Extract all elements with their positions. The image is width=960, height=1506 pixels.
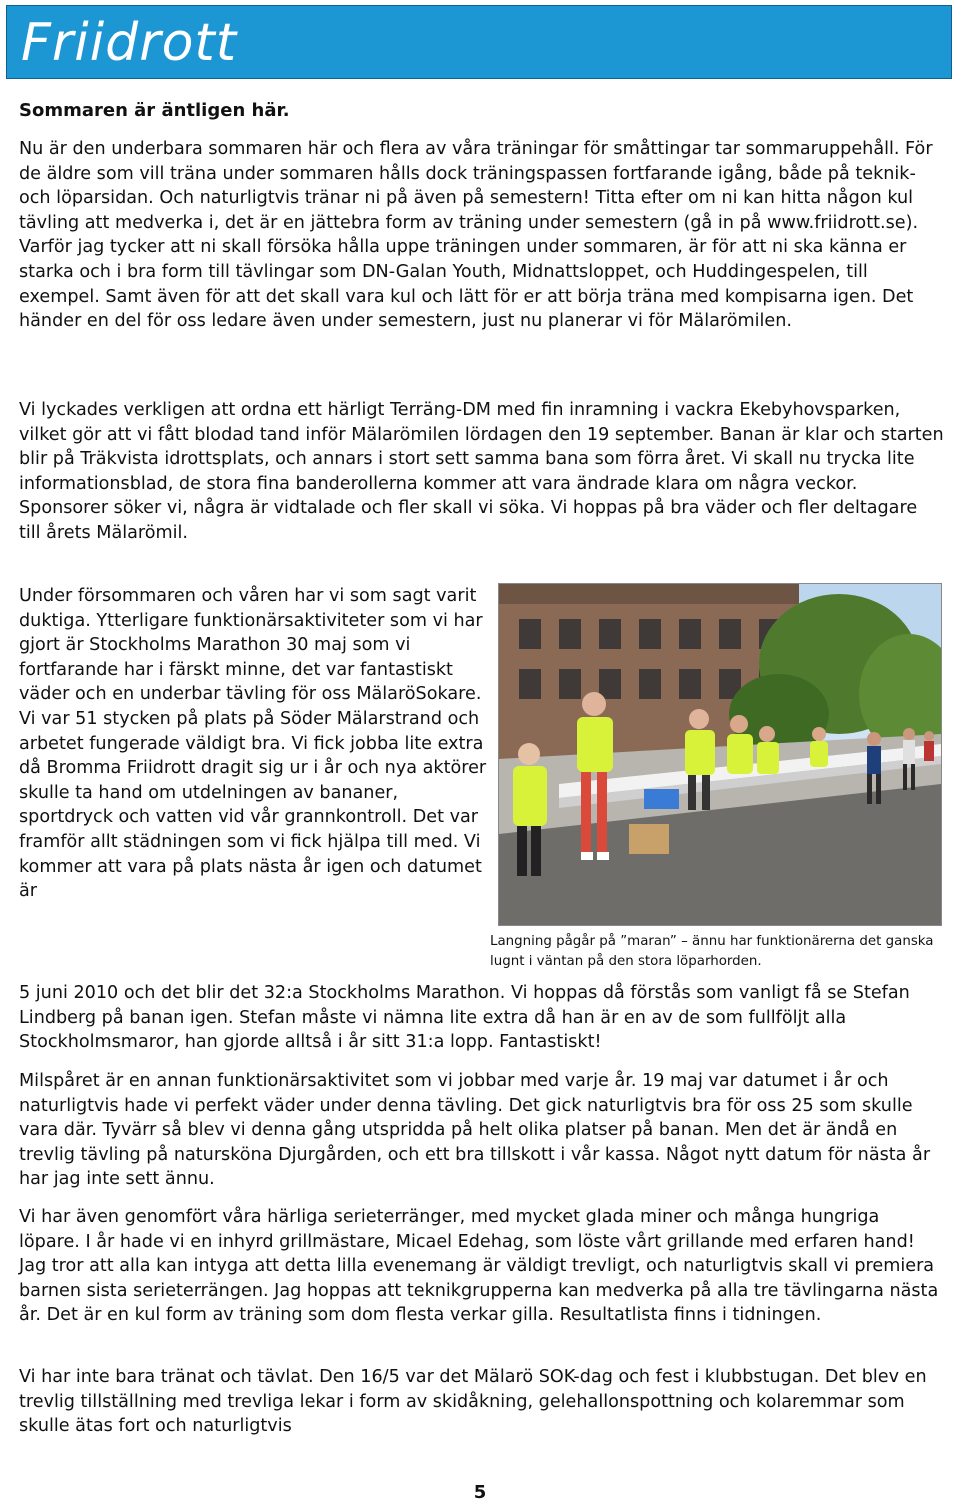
paragraph-summer: Nu är den underbara sommaren här och flera av våra träningar för småttingar tar sommaruppehåll. För de äldre som vill träna under sommaren hålls dock träningspassen fortfarande igång, både på teknik- och löparsidan. Och naturligtvis tränar ni på även på semestern! Titta efter om ni kan hitta någon kul tävling att medverka i, det är en jättebra form av träning under semestern (gå in på www.friidrott.se). Varför jag tycker att ni skall försöka hålla uppe träningen under sommaren, är för att ni ska känna er starka och i bra form till tävlingar som DN-Galan Youth, Midnattsloppet, och Huddingespelen, till exempel. Samt även för att det skall vara kul och lätt för er att börja träna med kompisarna igen. Det händer en del för oss ledare även under semestern, just nu planerar vi för Mälarömilen. [19,139,933,332]
marathon-photo [498,583,942,926]
paragraph-marathon-continued: 5 juni 2010 och det blir det 32:a Stockholms Marathon. Vi hoppas då förstås som vanligt få se Stefan Lindberg på banan igen. Stefan måste vi nämna lite extra då han är en av de som fullföljt alla Stockholmsmaror, han gjorde alltså i år sitt 31:a lopp. Fantastiskt! [19,983,910,1053]
paragraph-terrang-dm: Vi lyckades verkligen att ordna ett härligt Terräng-DM med fin inramning i vackra Ekebyhovsparken, vilket gör att vi fått blodad tand inför Mälarömilen lördagen den 19 september. Banan är klar och starten blir på Träkvista idrottsplats, och annars i stort sett samma bana som förra året. Vi skall nu trycka lite informationsblad, de stora fina banderollerna kommer att vara ändrade klara om några veckor. Sponsorer söker vi, några är vidtalade och fler skall vi söka. Vi hoppas på bra väder och fler deltagare till årets Mälarömil. [19,400,944,543]
marathon-photo-illustration [499,584,941,925]
paragraph-serieterranger: Vi har även genomfört våra härliga serieterränger, med mycket glada miner och många hungriga löpare. I år hade vi en inhyrd grillmästare, Micael Edehag, som löste vårt grillande med erfaren hand! Jag tror att alla kan intyga att detta lilla evenemang är väldigt trevligt, och naturligtvis skall vi premiera barnen sista serieterrängen. Jag hoppas att teknikgrupperna kan medverka på alla tre tävlingarna nästa år. Det är en kul form av träning som dom flesta verkar gilla. Resultatlista finns i tidningen. [19,1207,939,1326]
section-banner [6,5,952,79]
paragraph-sok-dag: Vi har inte bara tränat och tävlat. Den 16/5 var det Mälarö SOK-dag och fest i klubbstugan. Det blev en trevlig tillställning med trevliga lekar i form av skidåkning, gelehallonspottning och kolaremmar som skulle ätas fort och naturligtvis [19,1367,927,1437]
page-number: 5 [473,1482,487,1503]
page-title: Friidrott [21,13,238,73]
photo-caption: Langning pågår på ”maran” – ännu har funktionärerna det ganska lugnt i väntan på den stora löparhorden. [490,934,934,969]
paragraph-marathon: Under försommaren och våren har vi som sagt varit duktiga. Ytterligare funktionärsaktiviteter som vi har gjort är Stockholms Marathon 30 maj som vi fortfarande har i färskt minne, det var fantastiskt väder och en underbar tävling för oss MälaröSokare. Vi var 51 stycken på plats på Söder Mälarstrand och arbetet fungerade väldigt bra. Vi fick jobba lite extra då Bromma Friidrott dragit sig ur i år och nya aktörer skulle ta hand om utdelningen av bananer, sportdryck och vatten vid vår grannkontroll. Det var framför allt städningen som vi fick hjälpa till med. Vi kommer att vara på plats nästa år igen och datumet är [19,586,487,902]
lead-heading: Sommaren är äntligen här. [19,100,290,121]
paragraph-milsparet: Milspåret är en annan funktionärsaktivitet som vi jobbar med varje år. 19 maj var datumet i år och naturligtvis hade vi perfekt väder under denna tävling. Det gick naturligtvis bra för oss 25 som skulle vara där. Tyvärr så blev vi denna gång utspridda på helt olika platser på banan. Men det är ändå en trevlig tävling på natursköna Djurgården, och ett bra tillskott i vår kassa. Något nytt datum för nästa år har jag inte sett ännu. [19,1071,931,1190]
